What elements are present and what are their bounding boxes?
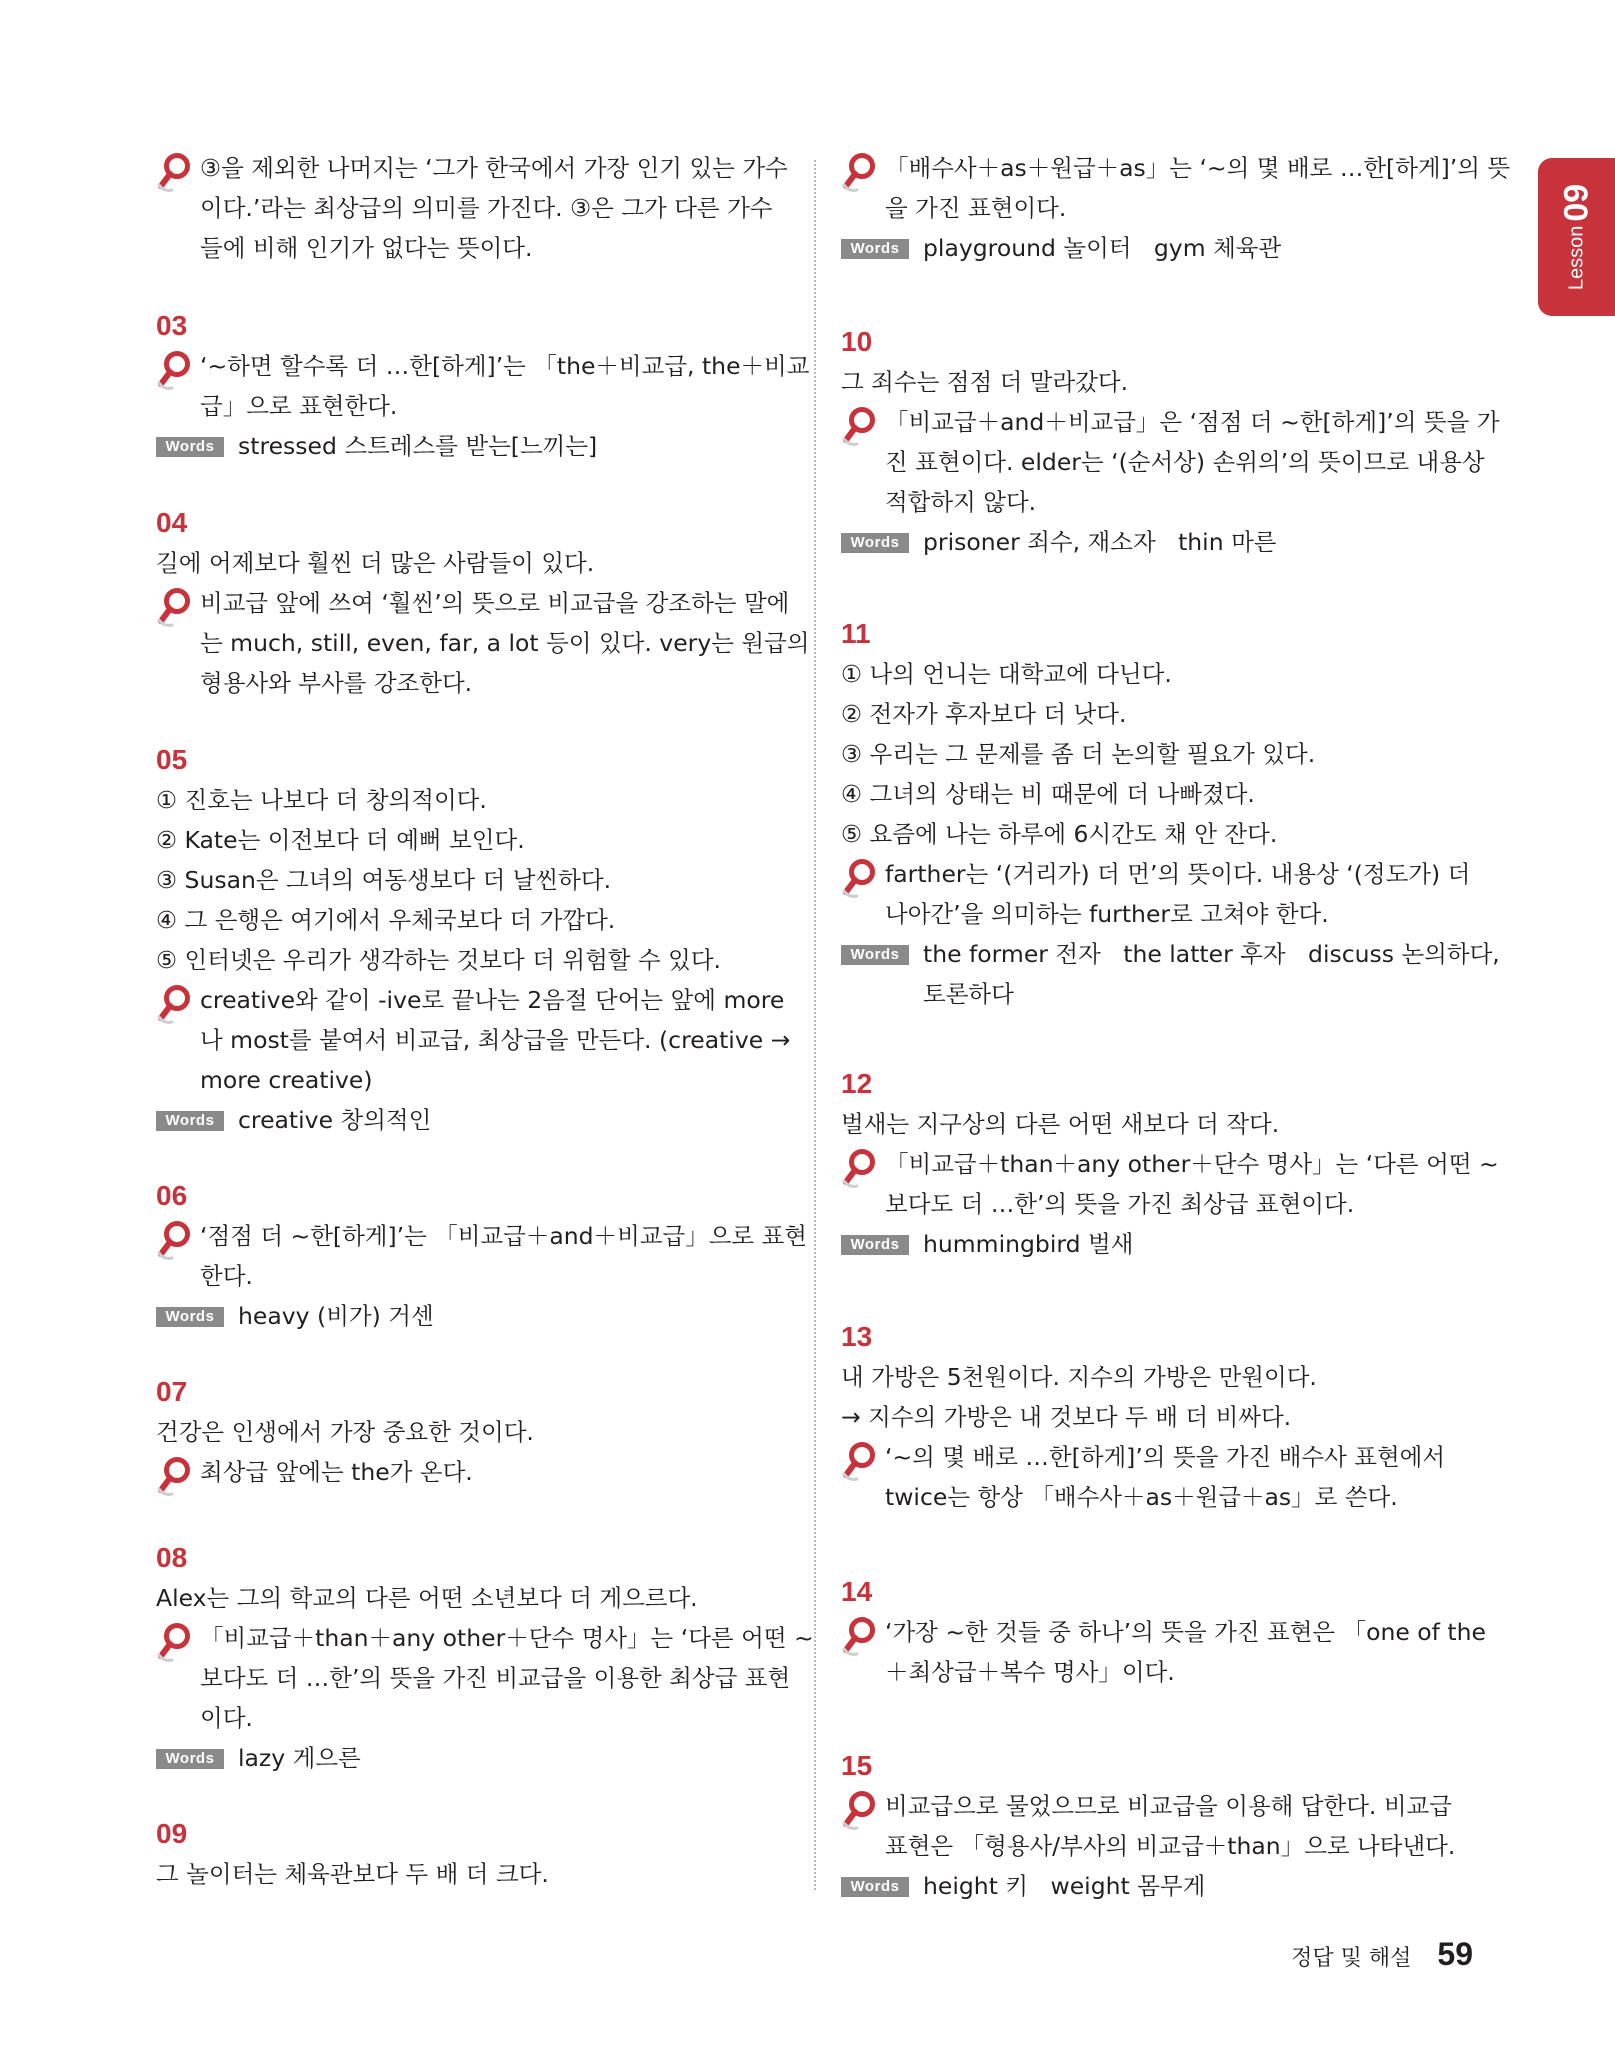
- question-number: 03: [156, 310, 188, 341]
- explanation-line: 비교급으로 물었으므로 비교급을 이용해 답한다. 비교급: [885, 1792, 1452, 1820]
- explanation-line: 나 most를 붙여서 비교급, 최상급을 만든다. (creative →: [200, 1026, 791, 1054]
- words-badge: Words: [156, 1111, 224, 1131]
- words-line: stressed 스트레스를 받는[느끼는]: [238, 432, 598, 460]
- magnifier-icon: [841, 406, 877, 446]
- explanation-line: 이다.’라는 최상급의 의미를 가진다. ③은 그가 다른 가수: [200, 194, 773, 222]
- words-box: [156, 1296, 788, 1336]
- explanation-line: twice는 항상 「배수사＋as＋원급＋as」로 쓴다.: [885, 1483, 1398, 1511]
- question-text: ③ Susan은 그녀의 여동생보다 더 날씬하다.: [156, 866, 612, 894]
- explanation-note: [156, 1452, 788, 1492]
- words-box: [841, 1224, 1473, 1264]
- words-box: [841, 228, 1473, 268]
- explanation-note: [156, 583, 810, 703]
- page-footer: [1291, 1936, 1473, 1973]
- words-line: the former 전자 the latter 후자 discuss 논의하다,: [923, 940, 1500, 968]
- explanation-line: 을 가진 표현이다.: [885, 194, 1067, 222]
- magnifier-icon: [156, 1456, 192, 1496]
- question-text: 길에 어제보다 훨씬 더 많은 사람들이 있다.: [156, 549, 595, 577]
- explanation-line: ＋최상급＋복수 명사」이다.: [885, 1658, 1175, 1686]
- magnifier-icon: [156, 152, 192, 192]
- section: [841, 1746, 1473, 1906]
- explanation-line: creative와 같이 -ive로 끝나는 2음절 단어는 앞에 more: [200, 986, 785, 1014]
- section: [156, 1814, 788, 1894]
- question-number: 06: [156, 1180, 188, 1211]
- page-number: 59: [1437, 1936, 1473, 1972]
- section: [841, 614, 1500, 1014]
- explanation-line: 「비교급＋than＋any other＋단수 명사」는 ‘다른 어떤 ~: [200, 1624, 814, 1652]
- footer-text: 정답 및 해설: [1291, 1946, 1412, 1971]
- explanation-note: [156, 1216, 807, 1296]
- words-badge: Words: [841, 1235, 909, 1255]
- explanation-line: 보다도 더 …한’의 뜻을 가진 최상급 표현이다.: [885, 1190, 1355, 1218]
- explanation-note: [156, 148, 788, 268]
- question-text: 내 가방은 5천원이다. 지수의 가방은 만원이다.: [841, 1363, 1317, 1391]
- explanation-line: ③을 제외한 나머지는 ‘그가 한국에서 가장 인기 있는 가수: [200, 154, 788, 182]
- section: [156, 1372, 788, 1492]
- explanation-line: 「배수사＋as＋원급＋as」는 ‘~의 몇 배로 …한[하게]’의 뜻: [885, 154, 1511, 182]
- magnifier-icon: [841, 1616, 877, 1656]
- explanation-line: 「비교급＋than＋any other＋단수 명사」는 ‘다른 어떤 ~: [885, 1150, 1499, 1178]
- magnifier-icon: [156, 1220, 192, 1260]
- explanation-line: 진 표현이다. elder는 ‘(순서상) 손위의’의 뜻이므로 내용상: [885, 448, 1485, 476]
- explanation-line: 비교급 앞에 쓰여 ‘훨씬’의 뜻으로 비교급을 강조하는 말에: [200, 589, 790, 617]
- words-line: playground 놀이터 gym 체육관: [923, 234, 1282, 262]
- section: [156, 306, 810, 466]
- explanation-note: [841, 1612, 1486, 1692]
- section: [156, 1538, 814, 1778]
- question-text: → 지수의 가방은 내 것보다 두 배 더 비싸다.: [841, 1403, 1292, 1431]
- explanation-line: 한다.: [200, 1262, 253, 1290]
- question-number: 08: [156, 1542, 188, 1573]
- question-text: ⑤ 인터넷은 우리가 생각하는 것보다 더 위험할 수 있다.: [156, 946, 722, 974]
- question-text: ⑤ 요즘에 나는 하루에 6시간도 채 안 잔다.: [841, 820, 1278, 848]
- magnifier-icon: [841, 1148, 877, 1188]
- words-box: [841, 934, 1500, 1014]
- question-text: ① 진호는 나보다 더 창의적이다.: [156, 786, 487, 814]
- explanation-note: [156, 1618, 814, 1738]
- question-text: ④ 그 은행은 여기에서 우체국보다 더 가깝다.: [156, 906, 616, 934]
- explanation-line: 「비교급＋and＋비교급」은 ‘점점 더 ~한[하게]’의 뜻을 가: [885, 408, 1500, 436]
- words-badge: Words: [841, 239, 909, 259]
- explanation-line: more creative): [200, 1066, 373, 1094]
- section: [841, 322, 1500, 562]
- magnifier-icon: [841, 152, 877, 192]
- explanation-note: [841, 1437, 1473, 1517]
- question-text: ④ 그녀의 상태는 비 때문에 더 나빠졌다.: [841, 780, 1255, 808]
- lesson-tab: [1538, 158, 1615, 316]
- words-box: [841, 1866, 1473, 1906]
- question-text: 그 놀이터는 체육관보다 두 배 더 크다.: [156, 1860, 549, 1888]
- explanation-note: [841, 1144, 1499, 1224]
- explanation-line: farther는 ‘(거리가) 더 먼’의 뜻이다. 내용상 ‘(정도가) 더: [885, 860, 1471, 888]
- explanation-note: [156, 346, 810, 426]
- explanation-line: ‘~하면 할수록 더 …한[하게]’는 「the＋비교급, the＋비교: [200, 352, 810, 380]
- question-number: 14: [841, 1576, 873, 1607]
- explanation-line: 는 much, still, even, far, a lot 등이 있다. very는 원급의: [200, 629, 810, 657]
- words-box: [841, 522, 1473, 562]
- section: [841, 1064, 1499, 1264]
- words-badge: Words: [156, 1307, 224, 1327]
- section: [841, 148, 1511, 268]
- question-text: ③ 우리는 그 문제를 좀 더 논의할 필요가 있다.: [841, 740, 1316, 768]
- question-number: 11: [841, 618, 871, 649]
- explanation-line: 표현은 「형용사/부사의 비교급＋than」으로 나타낸다.: [885, 1832, 1456, 1860]
- explanation-line: 형용사와 부사를 강조한다.: [200, 669, 473, 697]
- explanation-note: [841, 148, 1511, 228]
- words-line: 토론하다: [923, 980, 1014, 1008]
- words-badge: Words: [841, 1877, 909, 1897]
- explanation-line: 들에 비해 인기가 없다는 뜻이다.: [200, 234, 533, 262]
- section: [156, 148, 788, 268]
- explanation-line: 보다도 더 …한’의 뜻을 가진 비교급을 이용한 최상급 표현: [200, 1664, 791, 1692]
- magnifier-icon: [156, 1622, 192, 1662]
- words-box: [156, 1738, 788, 1778]
- explanation-line: 나아간’을 의미하는 further로 고쳐야 한다.: [885, 900, 1329, 928]
- words-badge: Words: [156, 437, 224, 457]
- explanation-line: ‘~의 몇 배로 …한[하게]’의 뜻을 가진 배수사 표현에서: [885, 1443, 1446, 1471]
- question-number: 05: [156, 744, 188, 775]
- section: [156, 503, 810, 703]
- words-line: hummingbird 벌새: [923, 1230, 1134, 1258]
- magnifier-icon: [841, 858, 877, 898]
- words-box: [156, 426, 788, 466]
- question-text: Alex는 그의 학교의 다른 어떤 소년보다 더 게으르다.: [156, 1584, 698, 1612]
- explanation-line: 급」으로 표현한다.: [200, 392, 398, 420]
- question-text: ② Kate는 이전보다 더 예뻐 보인다.: [156, 826, 525, 854]
- section: [156, 1176, 807, 1336]
- explanation-line: ‘점점 더 ~한[하게]’는 「비교급＋and＋비교급」으로 표현: [200, 1222, 807, 1250]
- lesson-number: 09: [1557, 183, 1595, 222]
- words-line: creative 창의적인: [238, 1106, 432, 1134]
- section: [841, 1572, 1486, 1692]
- words-badge: Words: [841, 945, 909, 965]
- words-box: [156, 1100, 788, 1140]
- question-text: 벌새는 지구상의 다른 어떤 새보다 더 작다.: [841, 1110, 1280, 1138]
- explanation-line: 최상급 앞에는 the가 온다.: [200, 1458, 473, 1486]
- question-text: 건강은 인생에서 가장 중요한 것이다.: [156, 1418, 534, 1446]
- question-number: 07: [156, 1376, 188, 1407]
- question-number: 10: [841, 326, 873, 357]
- words-badge: Words: [156, 1749, 224, 1769]
- words-line: lazy 게으른: [238, 1744, 361, 1772]
- magnifier-icon: [156, 350, 192, 390]
- question-text: ① 나의 언니는 대학교에 다닌다.: [841, 660, 1172, 688]
- explanation-note: [841, 1786, 1473, 1866]
- words-line: height 키 weight 몸무게: [923, 1872, 1206, 1900]
- magnifier-icon: [841, 1790, 877, 1830]
- question-number: 12: [841, 1068, 873, 1099]
- question-text: ② 전자가 후자보다 더 낫다.: [841, 700, 1127, 728]
- question-number: 04: [156, 507, 188, 538]
- words-badge: Words: [841, 533, 909, 553]
- magnifier-icon: [156, 984, 192, 1024]
- explanation-line: 적합하지 않다.: [885, 488, 1037, 516]
- explanation-note: [841, 402, 1500, 522]
- section: [841, 1317, 1473, 1517]
- words-line: heavy (비가) 거센: [238, 1302, 434, 1330]
- lesson-label: Lesson: [1565, 225, 1587, 291]
- words-line: prisoner 죄수, 재소자 thin 마른: [923, 528, 1277, 556]
- explanation-note: [156, 980, 791, 1100]
- question-number: 09: [156, 1818, 188, 1849]
- section: [156, 740, 791, 1140]
- magnifier-icon: [156, 587, 192, 627]
- magnifier-icon: [841, 1441, 877, 1481]
- question-number: 13: [841, 1321, 873, 1352]
- explanation-note: [841, 854, 1473, 934]
- question-text: 그 죄수는 점점 더 말라갔다.: [841, 368, 1129, 396]
- explanation-line: ‘가장 ~한 것들 중 하나’의 뜻을 가진 표현은 「one of the: [885, 1618, 1486, 1646]
- explanation-line: 이다.: [200, 1704, 253, 1732]
- question-number: 15: [841, 1750, 873, 1781]
